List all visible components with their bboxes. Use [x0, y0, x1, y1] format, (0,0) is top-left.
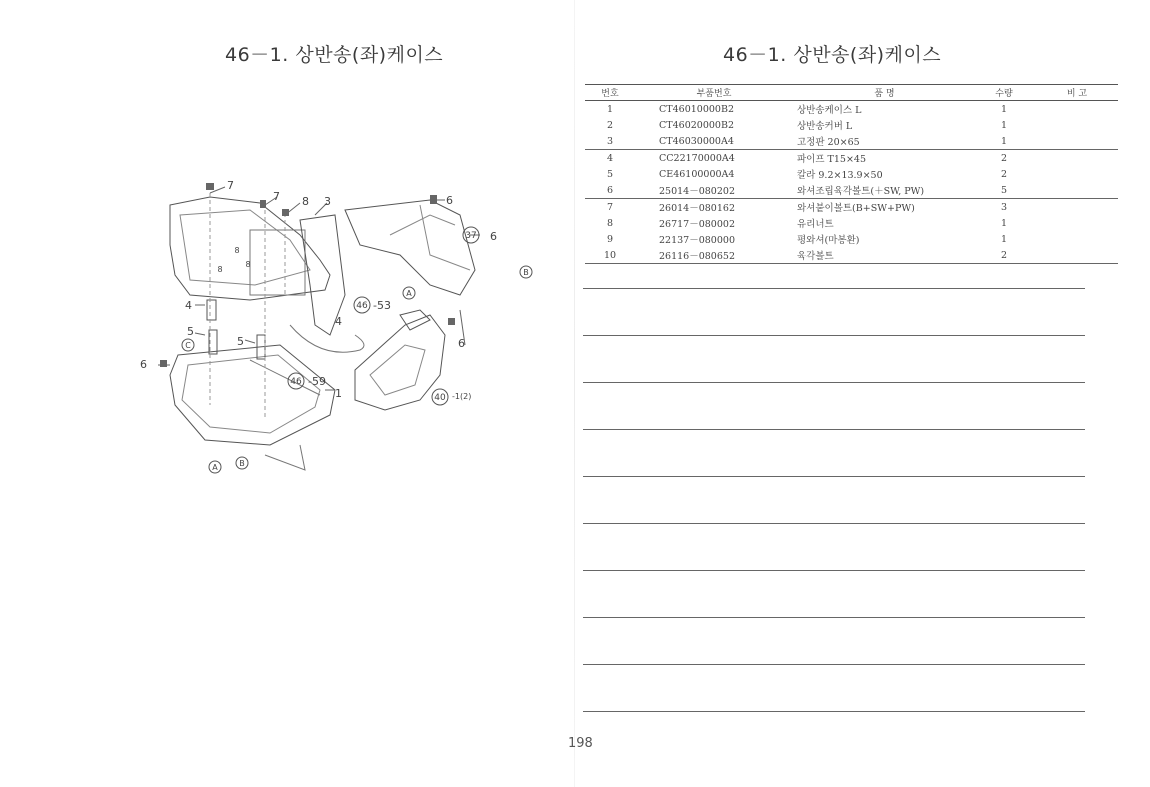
- blank-ruled-line: [583, 523, 1085, 524]
- header-quantity: 수량: [995, 89, 1013, 99]
- row-part-name: 평와셔(마봉환): [797, 235, 860, 246]
- row-part-name: 와셔붙이볼트(B+SW+PW): [797, 203, 915, 214]
- row-no: 8: [606, 217, 614, 229]
- row-quantity: 1: [1000, 233, 1008, 245]
- blank-ruled-line: [583, 617, 1085, 618]
- row-remark: [1036, 247, 1118, 264]
- row-part-name: 와셔조립육각볼트(＋SW, PW): [769, 182, 972, 199]
- row-remark: [1036, 166, 1118, 182]
- row-quantity: 3: [1000, 201, 1008, 213]
- table-row: [585, 199, 1118, 216]
- row-part-number: 22137－080000: [659, 235, 735, 246]
- blank-ruled-line: [583, 288, 1085, 289]
- callout-40-suffix: -1(2): [452, 392, 472, 401]
- row-no: 7: [606, 201, 614, 213]
- mark-b-upper: B: [523, 268, 529, 277]
- callout-6d: 6: [140, 358, 147, 371]
- row-no: 3: [585, 133, 635, 150]
- label-8e: 8: [217, 265, 223, 274]
- row-part-number: 26717－080002: [659, 219, 735, 230]
- blank-ruled-line: [583, 382, 1085, 383]
- row-quantity: 1: [1000, 217, 1008, 229]
- table-row: [585, 215, 1118, 231]
- callout-6a: 6: [446, 194, 453, 207]
- row-remark: [1036, 150, 1118, 167]
- table-row: [585, 101, 1118, 118]
- row-part-number: 26116－080652: [635, 247, 769, 264]
- callout-6c: 6: [458, 337, 465, 350]
- header-part-number: 부품번호: [696, 89, 732, 99]
- callout-6b: 6: [490, 230, 497, 243]
- row-no: 5: [606, 168, 614, 180]
- header-part-name: 품 명: [874, 89, 895, 99]
- table-row: [585, 231, 1118, 247]
- row-quantity: 2: [1000, 152, 1008, 164]
- table-row: [585, 150, 1118, 167]
- row-quantity: 2: [1000, 168, 1008, 180]
- drive-housing-part: [355, 315, 445, 410]
- blank-ruled-line: [583, 664, 1085, 665]
- lower-case-part: [170, 345, 335, 445]
- row-remark: [1036, 199, 1118, 216]
- callout-8a: 8: [302, 195, 309, 208]
- row-part-number: CT46030000A4: [635, 133, 769, 150]
- row-no: 9: [606, 233, 614, 245]
- row-part-number: CT46010000B2: [659, 103, 734, 115]
- table-row: [585, 133, 1118, 150]
- ref-37: 37: [465, 231, 477, 241]
- row-part-number: CC22170000A4: [659, 152, 735, 164]
- row-no: 4: [606, 152, 614, 164]
- callout-59: -59: [308, 375, 326, 388]
- parts-table: [585, 84, 1118, 264]
- blank-ruled-line: [583, 335, 1085, 336]
- row-remark: [1036, 182, 1118, 199]
- label-8d: 8: [245, 260, 251, 269]
- page-number: 198: [568, 736, 593, 751]
- row-quantity: 1: [1000, 119, 1008, 131]
- header-no: 번호: [601, 89, 619, 99]
- label-8c: 8: [234, 246, 240, 255]
- exploded-parts-diagram: [130, 175, 550, 485]
- shaft-mount-part: [345, 200, 475, 295]
- table-row: [585, 117, 1118, 133]
- row-part-name: 육각볼트: [769, 247, 972, 264]
- row-quantity: 1: [1000, 103, 1008, 115]
- row-remark: [1036, 101, 1118, 118]
- ref-46-53: 46: [356, 301, 368, 311]
- callout-4b: 4: [335, 315, 342, 328]
- mark-a-upper: A: [406, 289, 412, 298]
- blank-ruled-line: [583, 570, 1085, 571]
- blank-ruled-line: [583, 476, 1085, 477]
- row-remark: [1036, 117, 1118, 133]
- right-page-title: 46－1. 상반송(좌)케이스: [723, 44, 942, 66]
- row-quantity: 1: [972, 133, 1036, 150]
- row-part-number: CE46100000A4: [659, 168, 735, 180]
- row-part-number: 25014－080202: [635, 182, 769, 199]
- row-part-name: 상반송커버 L: [797, 121, 853, 132]
- row-part-number: 26014－080162: [659, 203, 735, 214]
- table-row: [585, 166, 1118, 182]
- row-part-name: 칼라 9.2×13.9×50: [797, 170, 883, 181]
- parts-table-header: [585, 85, 1118, 101]
- row-quantity: 2: [972, 247, 1036, 264]
- mark-b-lower: B: [239, 459, 245, 468]
- mark-c: C: [185, 341, 191, 350]
- pipe-part: [207, 300, 216, 320]
- row-part-name: 상반송케이스 L: [797, 105, 862, 116]
- callout-3: 3: [324, 195, 331, 208]
- header-remark: 비 고: [1066, 89, 1088, 99]
- row-no: 10: [585, 247, 635, 264]
- table-row: [585, 182, 1118, 199]
- row-remark: [1036, 133, 1118, 150]
- row-part-name: 파이프 T15×45: [797, 154, 867, 165]
- callout-53: -53: [373, 299, 391, 312]
- row-no: 1: [606, 103, 614, 115]
- right-page: [568, 0, 1150, 787]
- callout-1: 1: [335, 387, 342, 400]
- row-part-number: CT46020000B2: [659, 119, 734, 131]
- row-no: 2: [606, 119, 614, 131]
- callout-7b: 7: [273, 190, 280, 203]
- callout-5b: 5: [237, 335, 244, 348]
- callout-5a: 5: [187, 325, 194, 338]
- mark-a-lower: A: [212, 463, 218, 472]
- row-remark: [1036, 231, 1118, 247]
- ref-46-59: 46: [290, 377, 302, 387]
- row-part-name: 고정판 20×65: [769, 133, 972, 150]
- blank-ruled-line: [583, 429, 1085, 430]
- table-row: [585, 247, 1118, 264]
- row-part-name: 유리너트: [797, 219, 834, 230]
- callout-4a: 4: [185, 299, 192, 312]
- row-no: 6: [585, 182, 635, 199]
- left-page-title: 46－1. 상반송(좌)케이스: [225, 44, 444, 66]
- callout-7a: 7: [227, 179, 234, 192]
- blank-ruled-line: [583, 711, 1085, 712]
- ref-40: 40: [434, 393, 446, 403]
- row-remark: [1036, 215, 1118, 231]
- row-quantity: 5: [972, 182, 1036, 199]
